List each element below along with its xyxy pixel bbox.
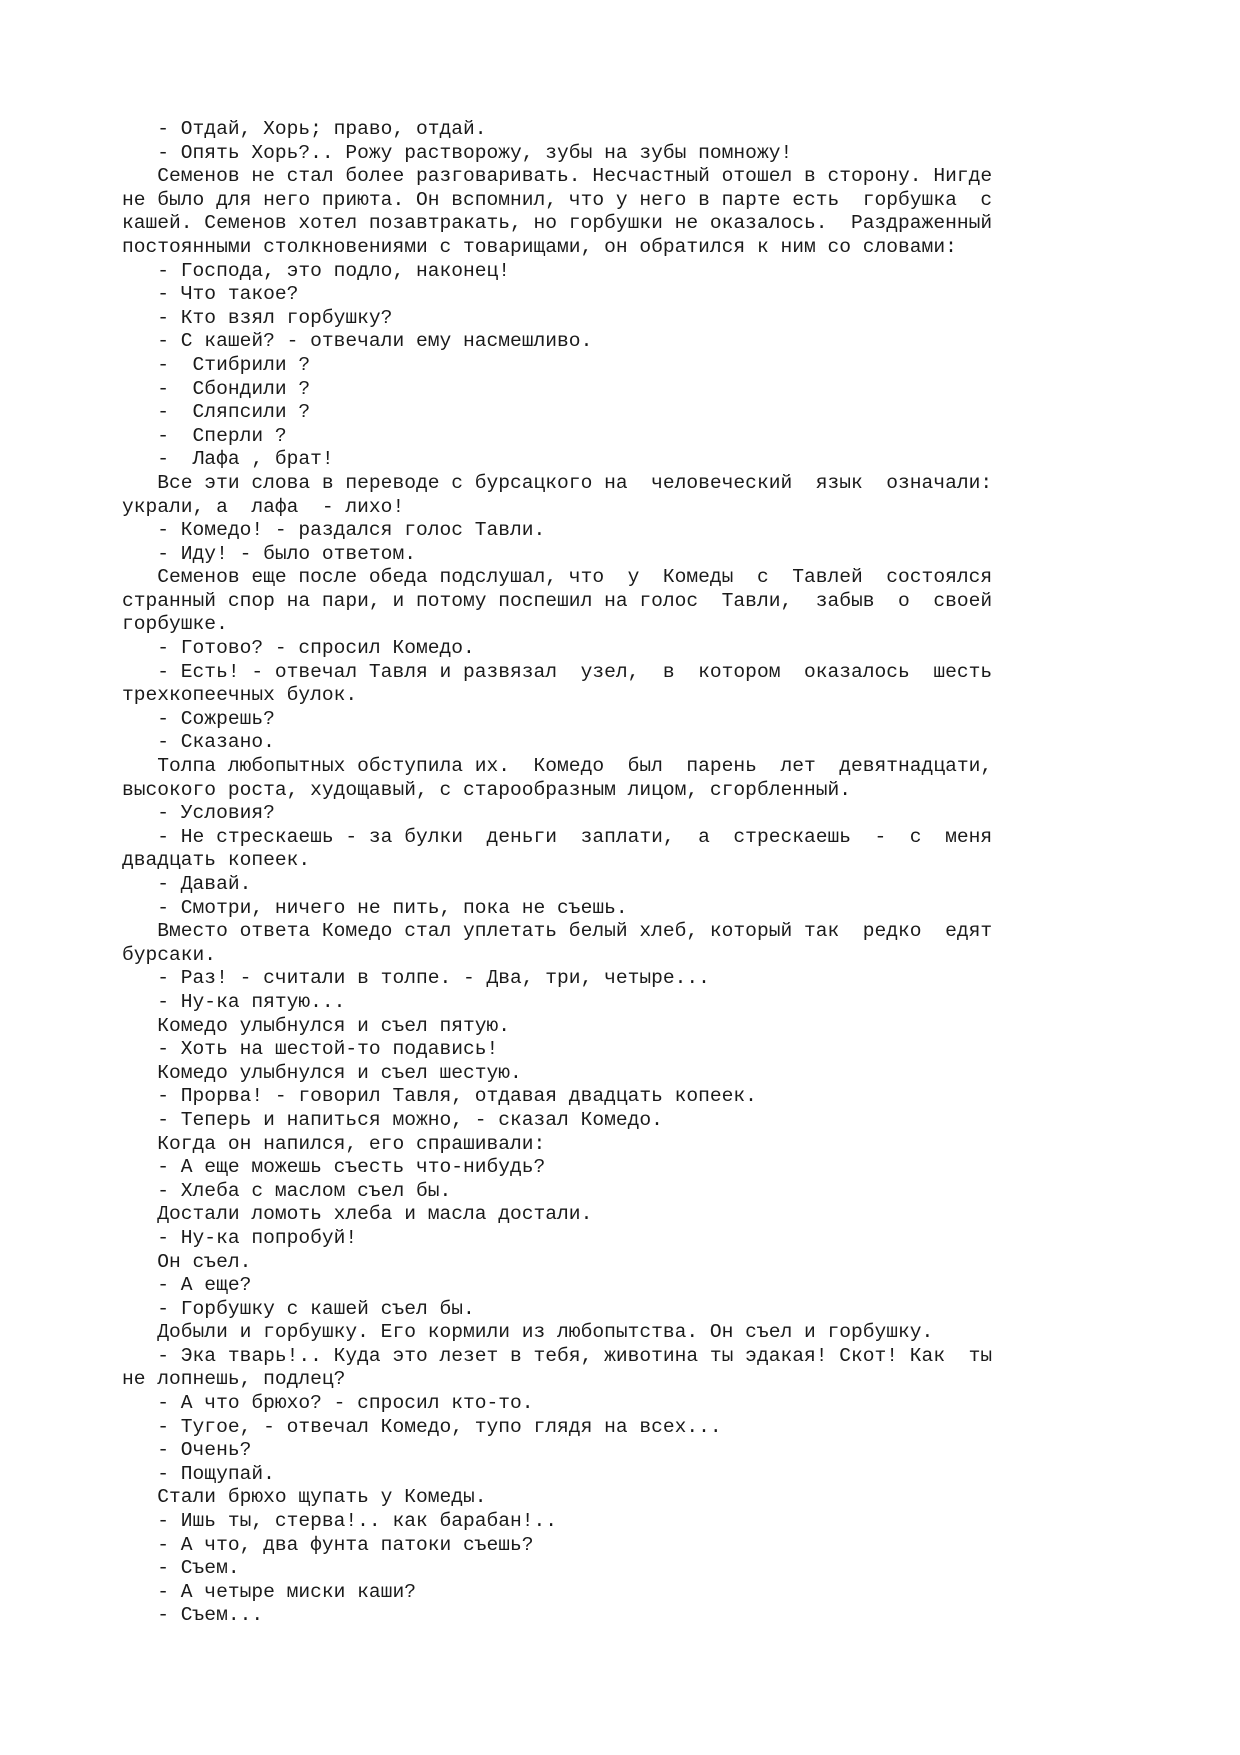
text-line: - Стибрили ? [122, 353, 311, 376]
document-text [122, 118, 1122, 1628]
text-line: - Прорва! - говорил Тавля, отдавая двадцать копеек. [122, 1085, 757, 1108]
text-line: Достали ломоть хлеба и масла достали. [122, 1203, 593, 1226]
text-line: - Сказано. [122, 731, 275, 754]
text-line: - Лафа , брат! [122, 448, 334, 471]
text-line: - Комедо! - раздался голос Тавли. [122, 519, 546, 542]
text-line: - Иду! - было ответом. [122, 542, 416, 565]
text-line: Он съел. [122, 1250, 252, 1273]
text-line: кашей. Семенов хотел позавтракать, но горбушки не оказалось. Раздраженный [122, 212, 993, 235]
text-line: трехкопеечных булок. [122, 684, 358, 707]
text-line: Когда он напился, его спрашивали: [122, 1132, 546, 1155]
text-line: - Пощупай. [122, 1462, 275, 1485]
text-line: - С кашей? - отвечали ему насмешливо. [122, 330, 593, 353]
text-line: - Очень? [122, 1439, 252, 1462]
text-line: высокого роста, худощавый, с старообразным лицом, сгорбленный. [122, 778, 852, 801]
text-line: - Горбушку с кашей съел бы. [122, 1297, 475, 1320]
text-line: - Сбондили ? [122, 377, 311, 400]
text-line: Семенов не стал более разговаривать. Несчастный отошел в сторону. Нигде [122, 165, 993, 188]
text-line: - А четыре миски каши? [122, 1580, 416, 1603]
text-line: - Съем... [122, 1604, 264, 1627]
text-line: - А еще? [122, 1274, 252, 1297]
text-line: горбушке. [122, 613, 228, 636]
text-line: - Ишь ты, стерва!.. как барабан!.. [122, 1510, 558, 1533]
text-line: бурсаки. [122, 943, 217, 966]
text-line: - А что брюхо? - спросил кто-то. [122, 1392, 534, 1415]
text-line: - А что, два фунта патоки съешь? [122, 1533, 534, 1556]
text-line: - Хоть на шестой-то подавись! [122, 1038, 499, 1061]
text-line: Стали брюхо щупать у Комеды. [122, 1486, 487, 1509]
text-line: - Смотри, ничего не пить, пока не съешь. [122, 896, 628, 919]
text-line: - Кто взял горбушку? [122, 306, 393, 329]
text-line: - Тугое, - отвечал Комедо, тупо глядя на всех... [122, 1415, 722, 1438]
text-line: Комедо улыбнулся и съел шестую. [122, 1061, 522, 1084]
text-line: не лопнешь, подлец? [122, 1368, 346, 1391]
text-line: - Раз! - считали в толпе. - Два, три, четыре... [122, 967, 710, 990]
text-line: - Есть! - отвечал Тавля и развязал узел, в котором оказалось шесть [122, 660, 993, 683]
text-line: - Сожрешь? [122, 707, 275, 730]
text-line: - Сперли ? [122, 424, 287, 447]
text-line: - Эка тварь!.. Куда это лезет в тебя, животина ты эдакая! Скот! Как ты [122, 1344, 993, 1367]
text-line: не было для него приюта. Он вспомнил, что у него в парте есть горбушка с [122, 188, 993, 211]
text-line: - Давай. [122, 873, 252, 895]
text-line: - Теперь и напиться можно, - сказал Комедо. [122, 1108, 663, 1131]
text-line: Добыли и горбушку. Его кормили из любопытства. Он съел и горбушку. [122, 1321, 934, 1344]
text-line: - Условия? [122, 802, 275, 825]
text-line: Вместо ответа Комедо стал уплетать белый хлеб, который так редко едят [122, 920, 993, 943]
text-line: украли, а лафа - лихо! [122, 495, 405, 518]
text-line: - Ну-ка пятую... [122, 990, 346, 1013]
text-line: - Готово? - спросил Комедо. [122, 637, 475, 660]
text-line: - А еще можешь съесть что-нибудь? [122, 1156, 546, 1179]
text-line: - Съем. [122, 1557, 240, 1580]
text-line: - Не стрескаешь - за булки деньги заплати, а стрескаешь - с меня [122, 825, 993, 848]
text-line: - Ну-ка попробуй! [122, 1226, 358, 1249]
text-line: Толпа любопытных обступила их. Комедо был парень лет девятнадцати, [122, 755, 993, 778]
text-line: Комедо улыбнулся и съел пятую. [122, 1014, 511, 1037]
text-line: - Опять Хорь?.. Рожу растворожу, зубы на зубы помножу! [122, 141, 793, 164]
text-line: - Что такое? [122, 283, 299, 306]
text-line: Все эти слова в переводе с бурсацкого на человеческий язык означали: [122, 471, 993, 494]
text-line: Семенов еще после обеда подслушал, что у Комеды с Тавлей состоялся [122, 566, 993, 589]
text-line: - Хлеба с маслом съел бы. [122, 1179, 452, 1202]
text-line: - Сляпсили ? [122, 401, 311, 424]
text-line: двадцать копеек. [122, 849, 311, 872]
text-line: - Господа, это подло, наконец! [122, 259, 511, 282]
text-line: постоянными столкновениями с товарищами, он обратился к ним со словами: [122, 235, 957, 258]
text-line: странный спор на пари, и потому поспешил на голос Тавли, забыв о своей [122, 589, 993, 612]
text-line: - Отдай, Хорь; право, отдай. [122, 118, 487, 140]
